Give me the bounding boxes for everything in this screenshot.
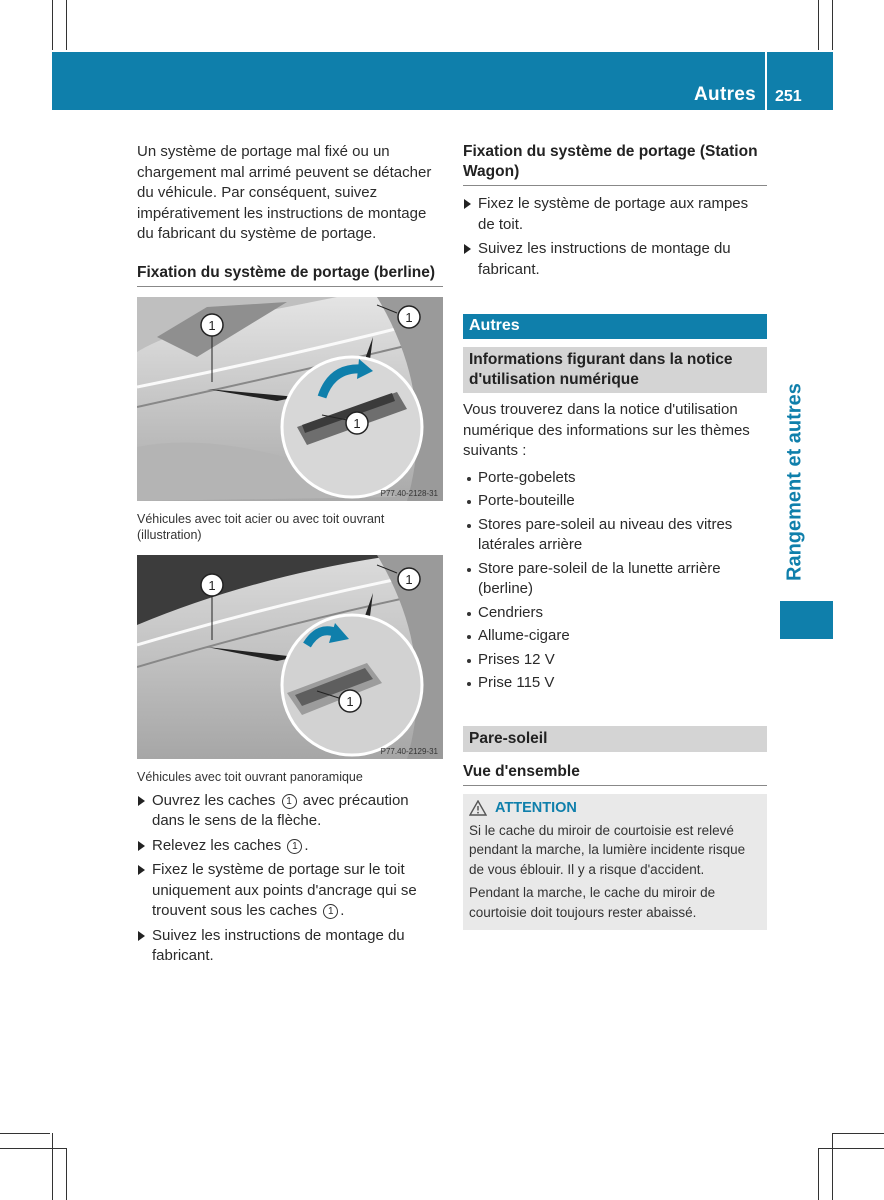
list-item: Allume-cigare [463,626,767,647]
figure-caption: Véhicules avec toit ouvrant panoramique [137,769,363,784]
right-column [463,142,767,930]
warning-triangle-icon [469,800,487,816]
crop-mark [818,1148,819,1200]
list-item: Porte-gobelets [463,468,767,489]
step-item: Ouvrez les caches 1 avec précaution dans le sens de la flèche. [137,791,443,832]
warning-title: ATTENTION [495,799,577,816]
topic-list [463,468,767,694]
wagon-steps [463,194,767,280]
callout-1: 1 [353,415,361,431]
roof-illustration-2 [137,555,443,759]
crop-mark [0,1148,66,1149]
step-item: Suivez les instructions de montage du fabricant. [463,239,767,280]
crop-mark [832,1133,833,1200]
intro-paragraph: Un système de portage mal fixé ou un chargement mal arrimé peuvent se détacher du véhicule. Par conséquent, suivez impérativement les instructions de montage du fabricant du système de portage. [137,143,432,242]
step-item: Relevez les caches 1 . [137,836,443,857]
arrow-icon [138,865,145,875]
crop-mark [832,1133,884,1134]
arrow-icon [464,244,471,254]
callout-1: 1 [405,309,413,325]
chapter-tab-label: Rangement et autres [783,383,806,582]
crop-mark [818,1148,884,1149]
arrow-icon [138,931,145,941]
warning-text: Si le cache du miroir de courtoisie est relevé pendant la marche, la lumière incidente risque de vous éblouir. Il y a risque d'accident. [469,822,746,877]
left-column [137,142,443,971]
step-item: Fixez le système de portage aux rampes de toit. [463,194,767,235]
callout-1: 1 [405,571,413,587]
callout-1: 1 [208,317,216,333]
list-item: Porte-bouteille [463,491,767,512]
info-paragraph: Vous trouverez dans la notice d'utilisation numérique des informations sur les thèmes suivants : [463,401,750,459]
arrow-icon [464,199,471,209]
crop-mark [66,1148,67,1200]
list-item: Stores pare-soleil au niveau des vitres latérales arrière [463,515,767,556]
crop-mark [0,1133,50,1134]
sedan-heading: Fixation du système de portage (berline) [137,263,443,287]
list-item: Store pare-soleil de la lunette arrière (berline) [463,559,767,600]
list-item: Cendriers [463,603,767,624]
header-separator [765,52,767,110]
warning-text: Pendant la marche, le cache du miroir de courtoisie doit toujours rester abaissé. [469,885,716,920]
callout-ref: 1 [287,839,302,854]
crop-mark [832,0,833,50]
list-item: Prise 115 V [463,673,767,694]
info-subsection-bar: Informations figurant dans la notice d'utilisation numérique [463,347,767,393]
crop-mark [52,0,53,50]
step-item: Suivez les instructions de montage du fabricant. [137,926,443,967]
warning-header [469,800,761,816]
figure-panoramic-roof [137,555,443,759]
chapter-tab-marker [780,601,833,639]
arrow-icon [138,796,145,806]
page-number: 251 [775,88,802,105]
callout-ref: 1 [282,794,297,809]
crop-mark [818,0,819,50]
station-wagon-heading: Fixation du système de portage (Station Wagon) [463,142,767,186]
callout-1: 1 [208,577,216,593]
sedan-steps [137,791,443,967]
figure-caption: Véhicules avec toit acier ou avec toit ouvrant (illustration) [137,511,385,542]
list-item: Prises 12 V [463,650,767,671]
callout-ref: 1 [323,904,338,919]
arrow-icon [138,841,145,851]
figure-code: P77.40-2128-31 [380,488,438,498]
sunvisor-bar: Pare-soleil [463,726,767,752]
step-item: Fixez le système de portage sur le toit uniquement aux points d'ancrage qui se trouvent sous les caches 1 . [137,860,443,922]
roof-illustration-1 [137,297,443,501]
callout-1: 1 [346,693,354,709]
figure-code: P77.40-2129-31 [380,746,438,756]
warning-box [463,794,767,931]
section-bar: Autres [463,314,767,339]
figure-steel-roof [137,297,443,501]
crop-mark [66,0,67,50]
crop-mark [52,1133,53,1200]
section-title: Autres [694,84,756,105]
overview-heading: Vue d'ensemble [463,762,767,786]
